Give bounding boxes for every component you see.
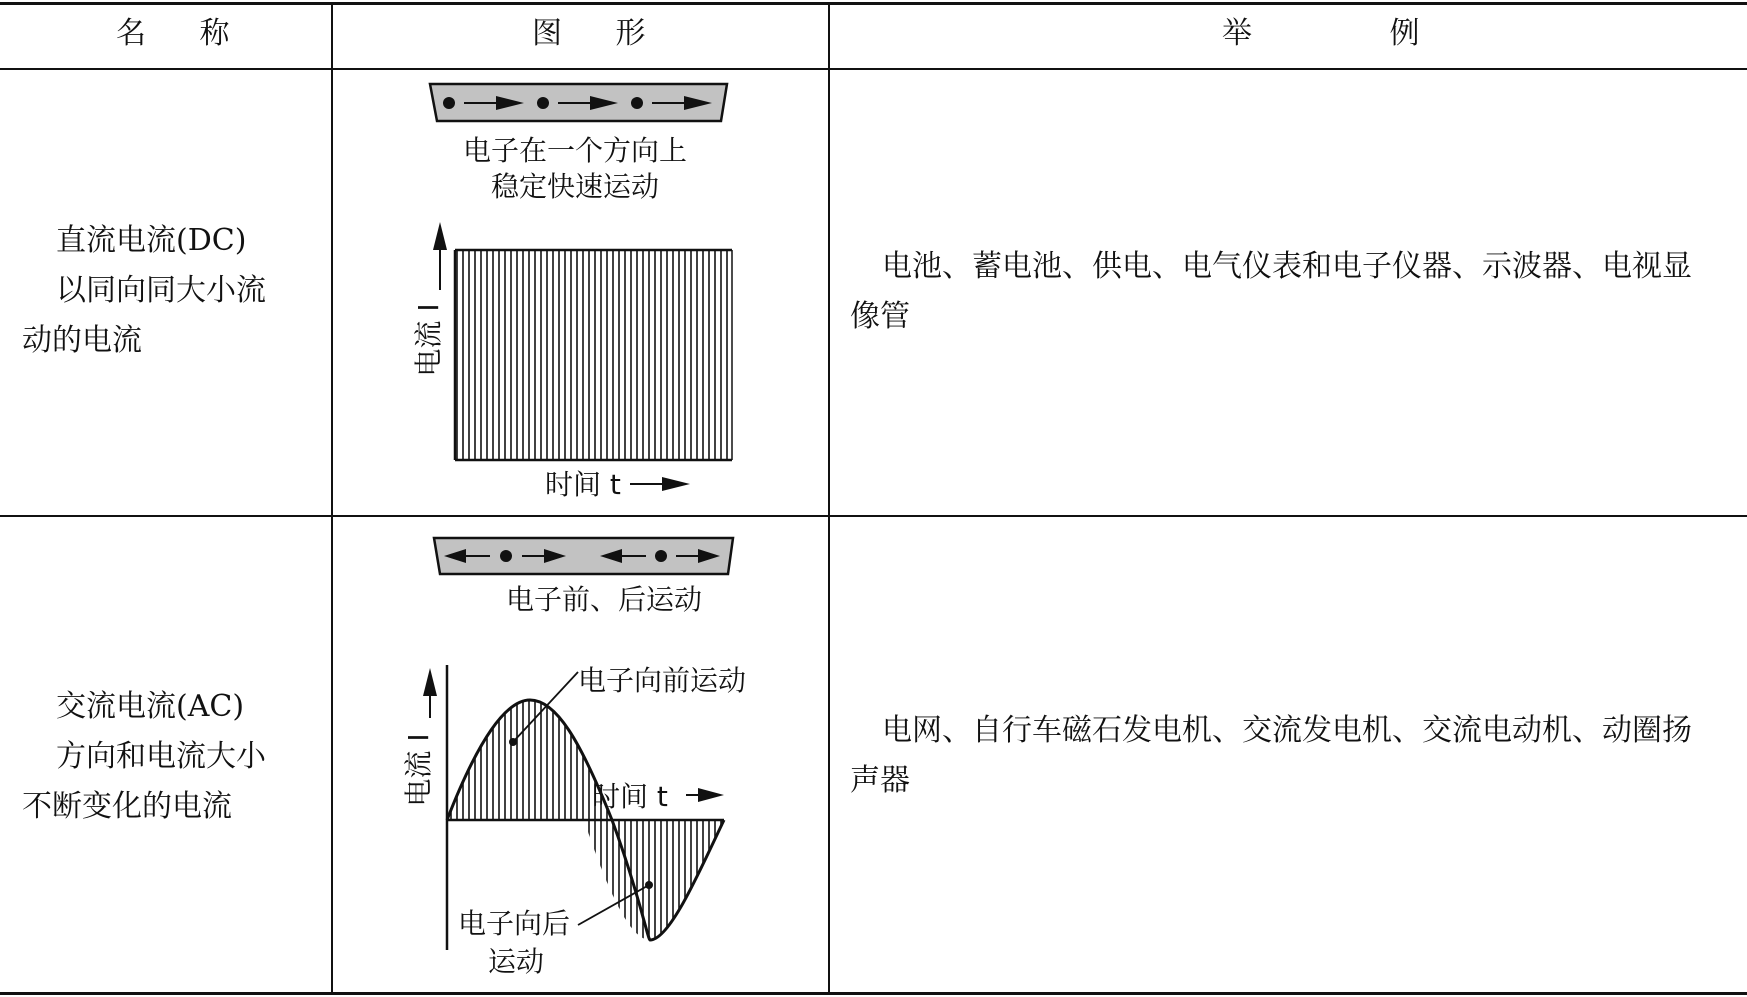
ac-y-label: [402, 733, 435, 806]
dc-caption-line-1: 电子在一个方向上: [462, 134, 688, 167]
header-figure: 图 形: [532, 16, 668, 51]
svg-text:电流 I: 电流 I: [412, 303, 445, 377]
dc-y-label: [412, 303, 445, 376]
header-name: 名 称: [116, 16, 252, 51]
up-arrow-icon: [423, 668, 437, 696]
ac-figure: [402, 538, 746, 978]
ac-caption: 电子前、后运动: [505, 583, 703, 616]
ac-example-line-2: 声器: [850, 763, 910, 798]
ac-y-axis-arrow: [423, 668, 437, 718]
ac-x-label: 时间 t: [592, 780, 668, 813]
ac-negative-lobe: [580, 820, 730, 950]
electron-dot: [443, 97, 455, 109]
right-arrow-icon: [698, 788, 724, 802]
ac-x-axis-arrow: [686, 788, 724, 802]
electron-dot: [500, 550, 512, 562]
ac-name-line-1: 交流电流(AC): [56, 689, 245, 724]
dc-name-line-1: 直流电流(DC): [56, 223, 247, 258]
dc-name-line-3: 动的电流: [22, 323, 142, 358]
dc-hatched-area: [455, 250, 732, 460]
ac-example-line-1: 电网、自行车磁石发电机、交流发电机、交流电动机、动圈扬: [882, 713, 1692, 748]
dc-y-axis-arrow: [433, 222, 447, 290]
dc-example-line-2: 像管: [850, 299, 910, 334]
ac-forward-label: 电子向前运动: [578, 664, 747, 697]
ac-name-line-3: 不断变化的电流: [22, 789, 232, 824]
dc-name-line-2: 以同向同大小流: [56, 273, 266, 308]
dc-caption-line-2: 稳定快速运动: [490, 170, 660, 203]
ac-wire: [434, 538, 733, 574]
right-arrow-icon: [662, 477, 690, 491]
svg-text:电流 I: 电流 I: [402, 733, 435, 807]
ac-back-label-line-1: 电子向后: [458, 907, 571, 940]
dc-x-label: 时间 t: [545, 468, 621, 501]
dc-example-line-1: 电池、蓄电池、供电、电气仪表和电子仪器、示波器、电视显: [882, 249, 1692, 284]
dc-wire: [430, 84, 727, 121]
electron-dot: [655, 550, 667, 562]
header-example: 举 例: [1222, 16, 1484, 51]
dc-x-axis-arrow: [630, 477, 690, 491]
dc-figure: [412, 84, 732, 501]
ac-name-line-2: 方向和电流大小: [56, 739, 266, 774]
electron-dot: [537, 97, 549, 109]
electron-dot: [631, 97, 643, 109]
up-arrow-icon: [433, 222, 447, 250]
ac-back-label-line-2: 运动: [488, 945, 545, 978]
